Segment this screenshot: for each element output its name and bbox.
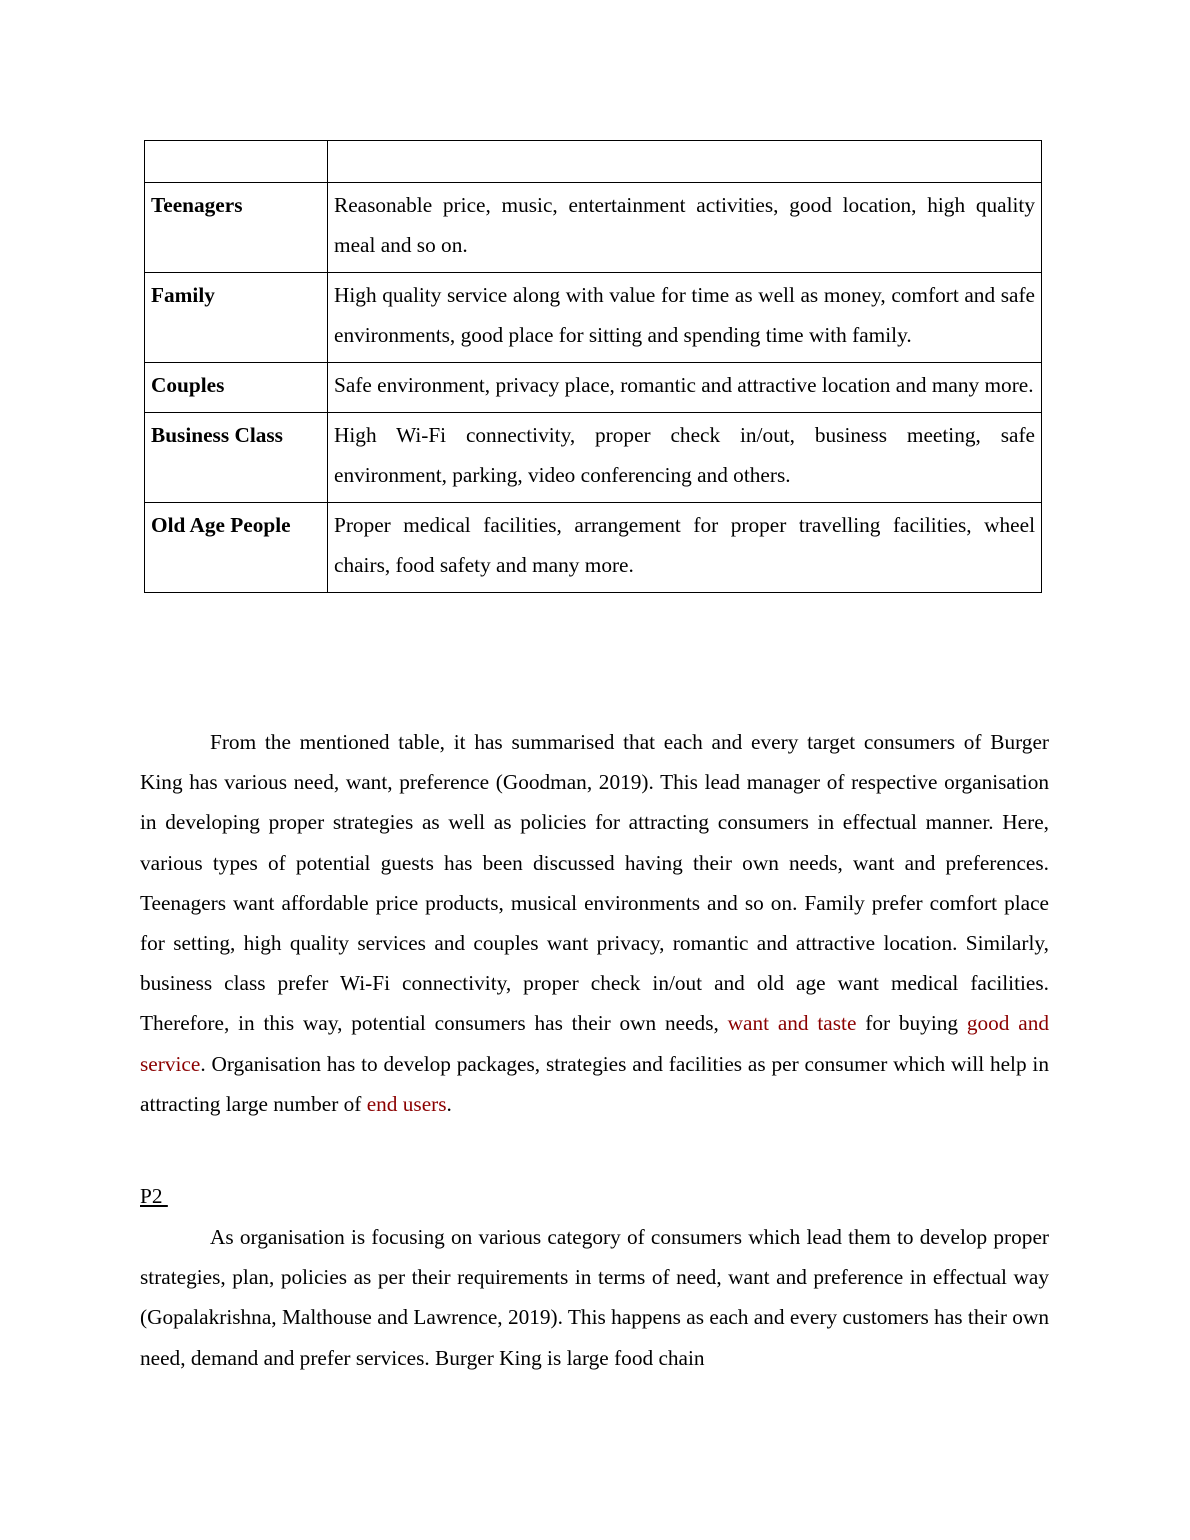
needs-cell: Safe environment, privacy place, romantic and attractive location and many more. — [328, 363, 1042, 413]
highlighted-text: end users — [366, 1091, 447, 1116]
paragraph-text: for buying — [856, 1011, 967, 1036]
highlighted-text: good and service — [140, 1011, 1049, 1076]
table-row — [145, 413, 1042, 503]
needs-cell: Proper medical facilities, arrangement for proper travelling facilities, wheel chairs, food safety and many more. — [328, 503, 1042, 593]
segment-cell: Family — [145, 273, 328, 363]
needs-cell: High quality service along with value for time as well as money, comfort and safe environments, good place for sitting and spending time with family. — [328, 273, 1042, 363]
segment-cell: Old Age People — [145, 503, 328, 593]
segment-cell: Couples — [145, 363, 328, 413]
table-header-cell-needs — [328, 141, 1042, 183]
summary-paragraph — [140, 722, 1049, 1124]
segment-cell: Teenagers — [145, 183, 328, 273]
paragraph-text: From the mentioned table, it has summarised that each and every target consumers of Burger King has various need, want, preference (Goodman, 2019). This lead manager of respective organisation in developing proper strategies as well as policies for attracting consumers in effectual manner. Here, various types of potential guests has been discussed having their own needs, want and preferences. Teenagers want affordable price products, musical environments and so on. Family prefer comfort place for setting, high quality services and couples want privacy, romantic and attractive location. Similarly, business class prefer Wi-Fi connectivity, proper check in/out and old age want medical facilities. Therefore, in this way, potential consumers has their own needs, — [140, 730, 1049, 1036]
table-header-cell-segment — [145, 141, 328, 183]
table-row — [145, 503, 1042, 593]
segment-cell: Business Class — [145, 413, 328, 503]
table-header-row — [145, 141, 1042, 183]
p2-paragraph: As organisation is focusing on various category of consumers which lead them to develop proper strategies, plan, policies as per their requirements in terms of need, want and preference in effectual way (Gopalakrishna, Malthouse and Lawrence, 2019). This happens as each and every customers has their own need, demand and prefer services. Burger King is large food chain — [140, 1225, 1049, 1370]
paragraph-text: . — [446, 1091, 452, 1116]
needs-cell: Reasonable price, music, entertainment activities, good location, high quality meal and so on. — [328, 183, 1042, 273]
paragraph-text: . Organisation has to develop packages, strategies and facilities as per consumer which will help in attracting large number of — [140, 1051, 1049, 1116]
consumer-needs-table — [144, 140, 1042, 593]
highlighted-text: want and taste — [727, 1011, 857, 1036]
needs-cell: High Wi-Fi connectivity, proper check in/out, business meeting, safe environment, parking, video conferencing and others. — [328, 413, 1042, 503]
section-heading-p2: P2 — [140, 1184, 168, 1208]
paragraph-clip — [140, 1217, 1049, 1377]
table-row — [145, 363, 1042, 413]
table-row — [145, 183, 1042, 273]
table-row — [145, 273, 1042, 363]
